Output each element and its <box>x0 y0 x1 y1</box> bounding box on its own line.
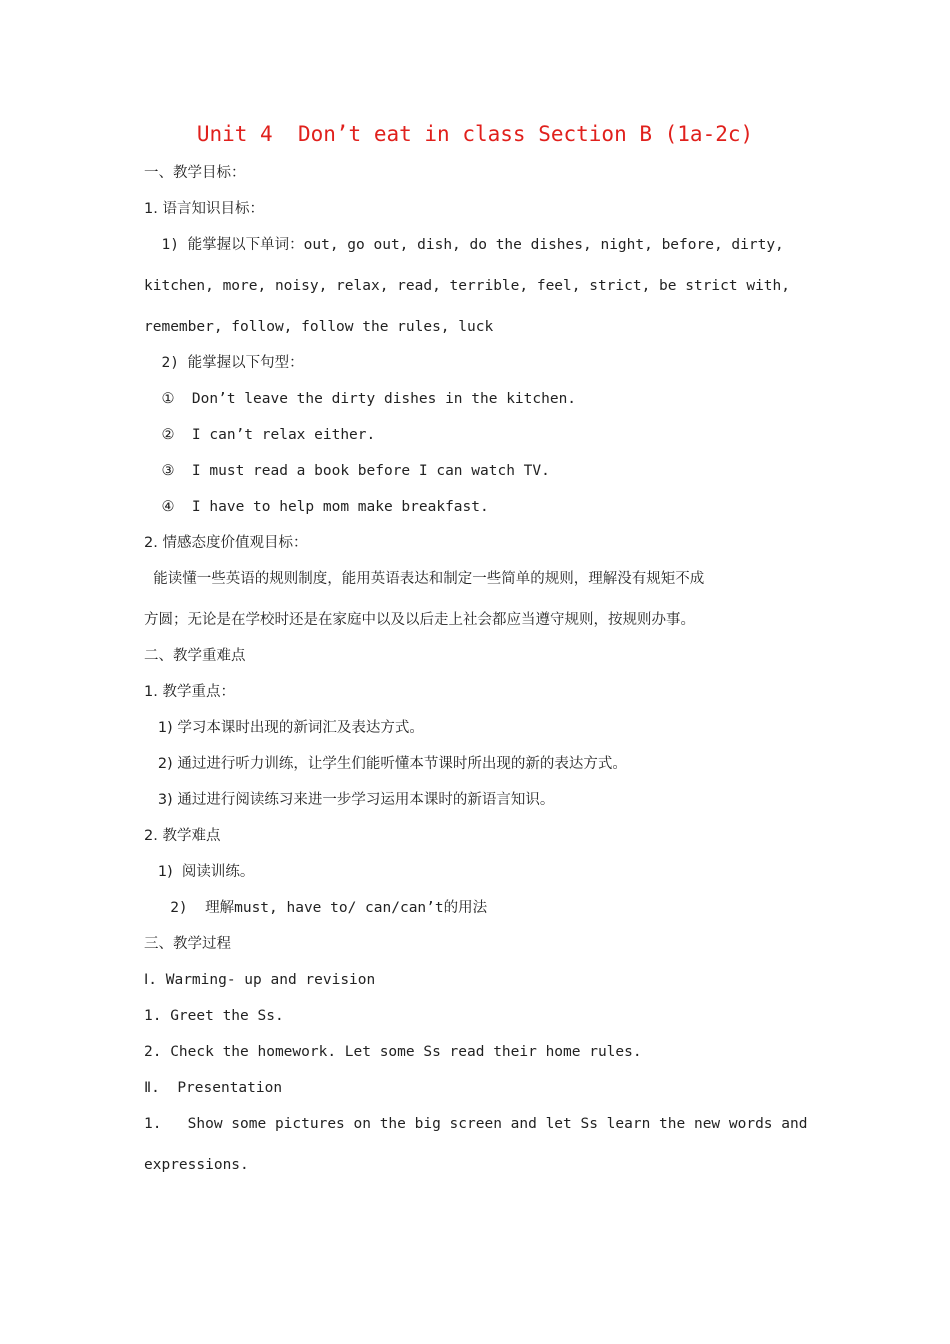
subsection-heading: 1. 语言知识目标： <box>144 201 264 217</box>
paragraph-line: 2) 能掌握以下句型： <box>144 355 304 371</box>
list-item: 1) 学习本课时出现的新词汇及表达方式。 <box>144 720 424 736</box>
subsection-heading: 2. 情感态度价值观目标： <box>144 535 308 551</box>
list-item: 1) 阅读训练。 <box>144 864 255 880</box>
sentence-item: ③ I must read a book before I can watch TV. <box>144 463 550 479</box>
paragraph-line: 方圆；无论是在学校时还是在家庭中以及以后走上社会都应当遵守规则，按规则办事。 <box>144 612 695 628</box>
paragraph-line: 1) 能掌握以下单词：out, go out, dish, do the dishes, night, before, dirty, <box>144 237 784 253</box>
paragraph-line: remember, follow, follow the rules, luck <box>144 319 494 335</box>
section-1-heading: 一、教学目标： <box>144 165 246 181</box>
paragraph-line: 能读懂一些英语的规则制度，能用英语表达和制定一些简单的规则，理解没有规矩不成 <box>144 571 705 587</box>
step-item: 2. Check the homework. Let some Ss read their home rules. <box>144 1044 642 1060</box>
sentence-item: ④ I have to help mom make breakfast. <box>144 499 489 515</box>
subsection-heading: 1. 教学重点： <box>144 684 235 700</box>
subsection-heading: 2. 教学难点 <box>144 828 221 844</box>
section-3-heading: 三、教学过程 <box>144 936 231 952</box>
list-item: 2) 理解must, have to/ can/can’t的用法 <box>144 900 488 916</box>
step-item: expressions. <box>144 1157 249 1173</box>
list-item: 2) 通过进行听力训练，让学生们能听懂本节课时所出现的新的表达方式。 <box>144 756 627 772</box>
section-2-heading: 二、教学重难点 <box>144 648 246 664</box>
sentence-item: ② I can’t relax either. <box>144 427 376 443</box>
document-title: Unit 4 Don’t eat in class Section B (1a-2c) <box>196 122 754 146</box>
sentence-item: ① Don’t leave the dirty dishes in the kitchen. <box>144 391 577 407</box>
paragraph-line: kitchen, more, noisy, relax, read, terrible, feel, strict, be strict with, <box>144 278 791 294</box>
step-item: 1. Show some pictures on the big screen and let Ss learn the new words and <box>144 1116 808 1132</box>
list-item: 3) 通过进行阅读练习来进一步学习运用本课时的新语言知识。 <box>144 792 555 808</box>
step-heading: Ⅱ. Presentation <box>144 1080 283 1096</box>
step-item: 1. Greet the Ss. <box>144 1008 284 1024</box>
step-heading: Ⅰ. Warming- up and revision <box>144 972 376 988</box>
